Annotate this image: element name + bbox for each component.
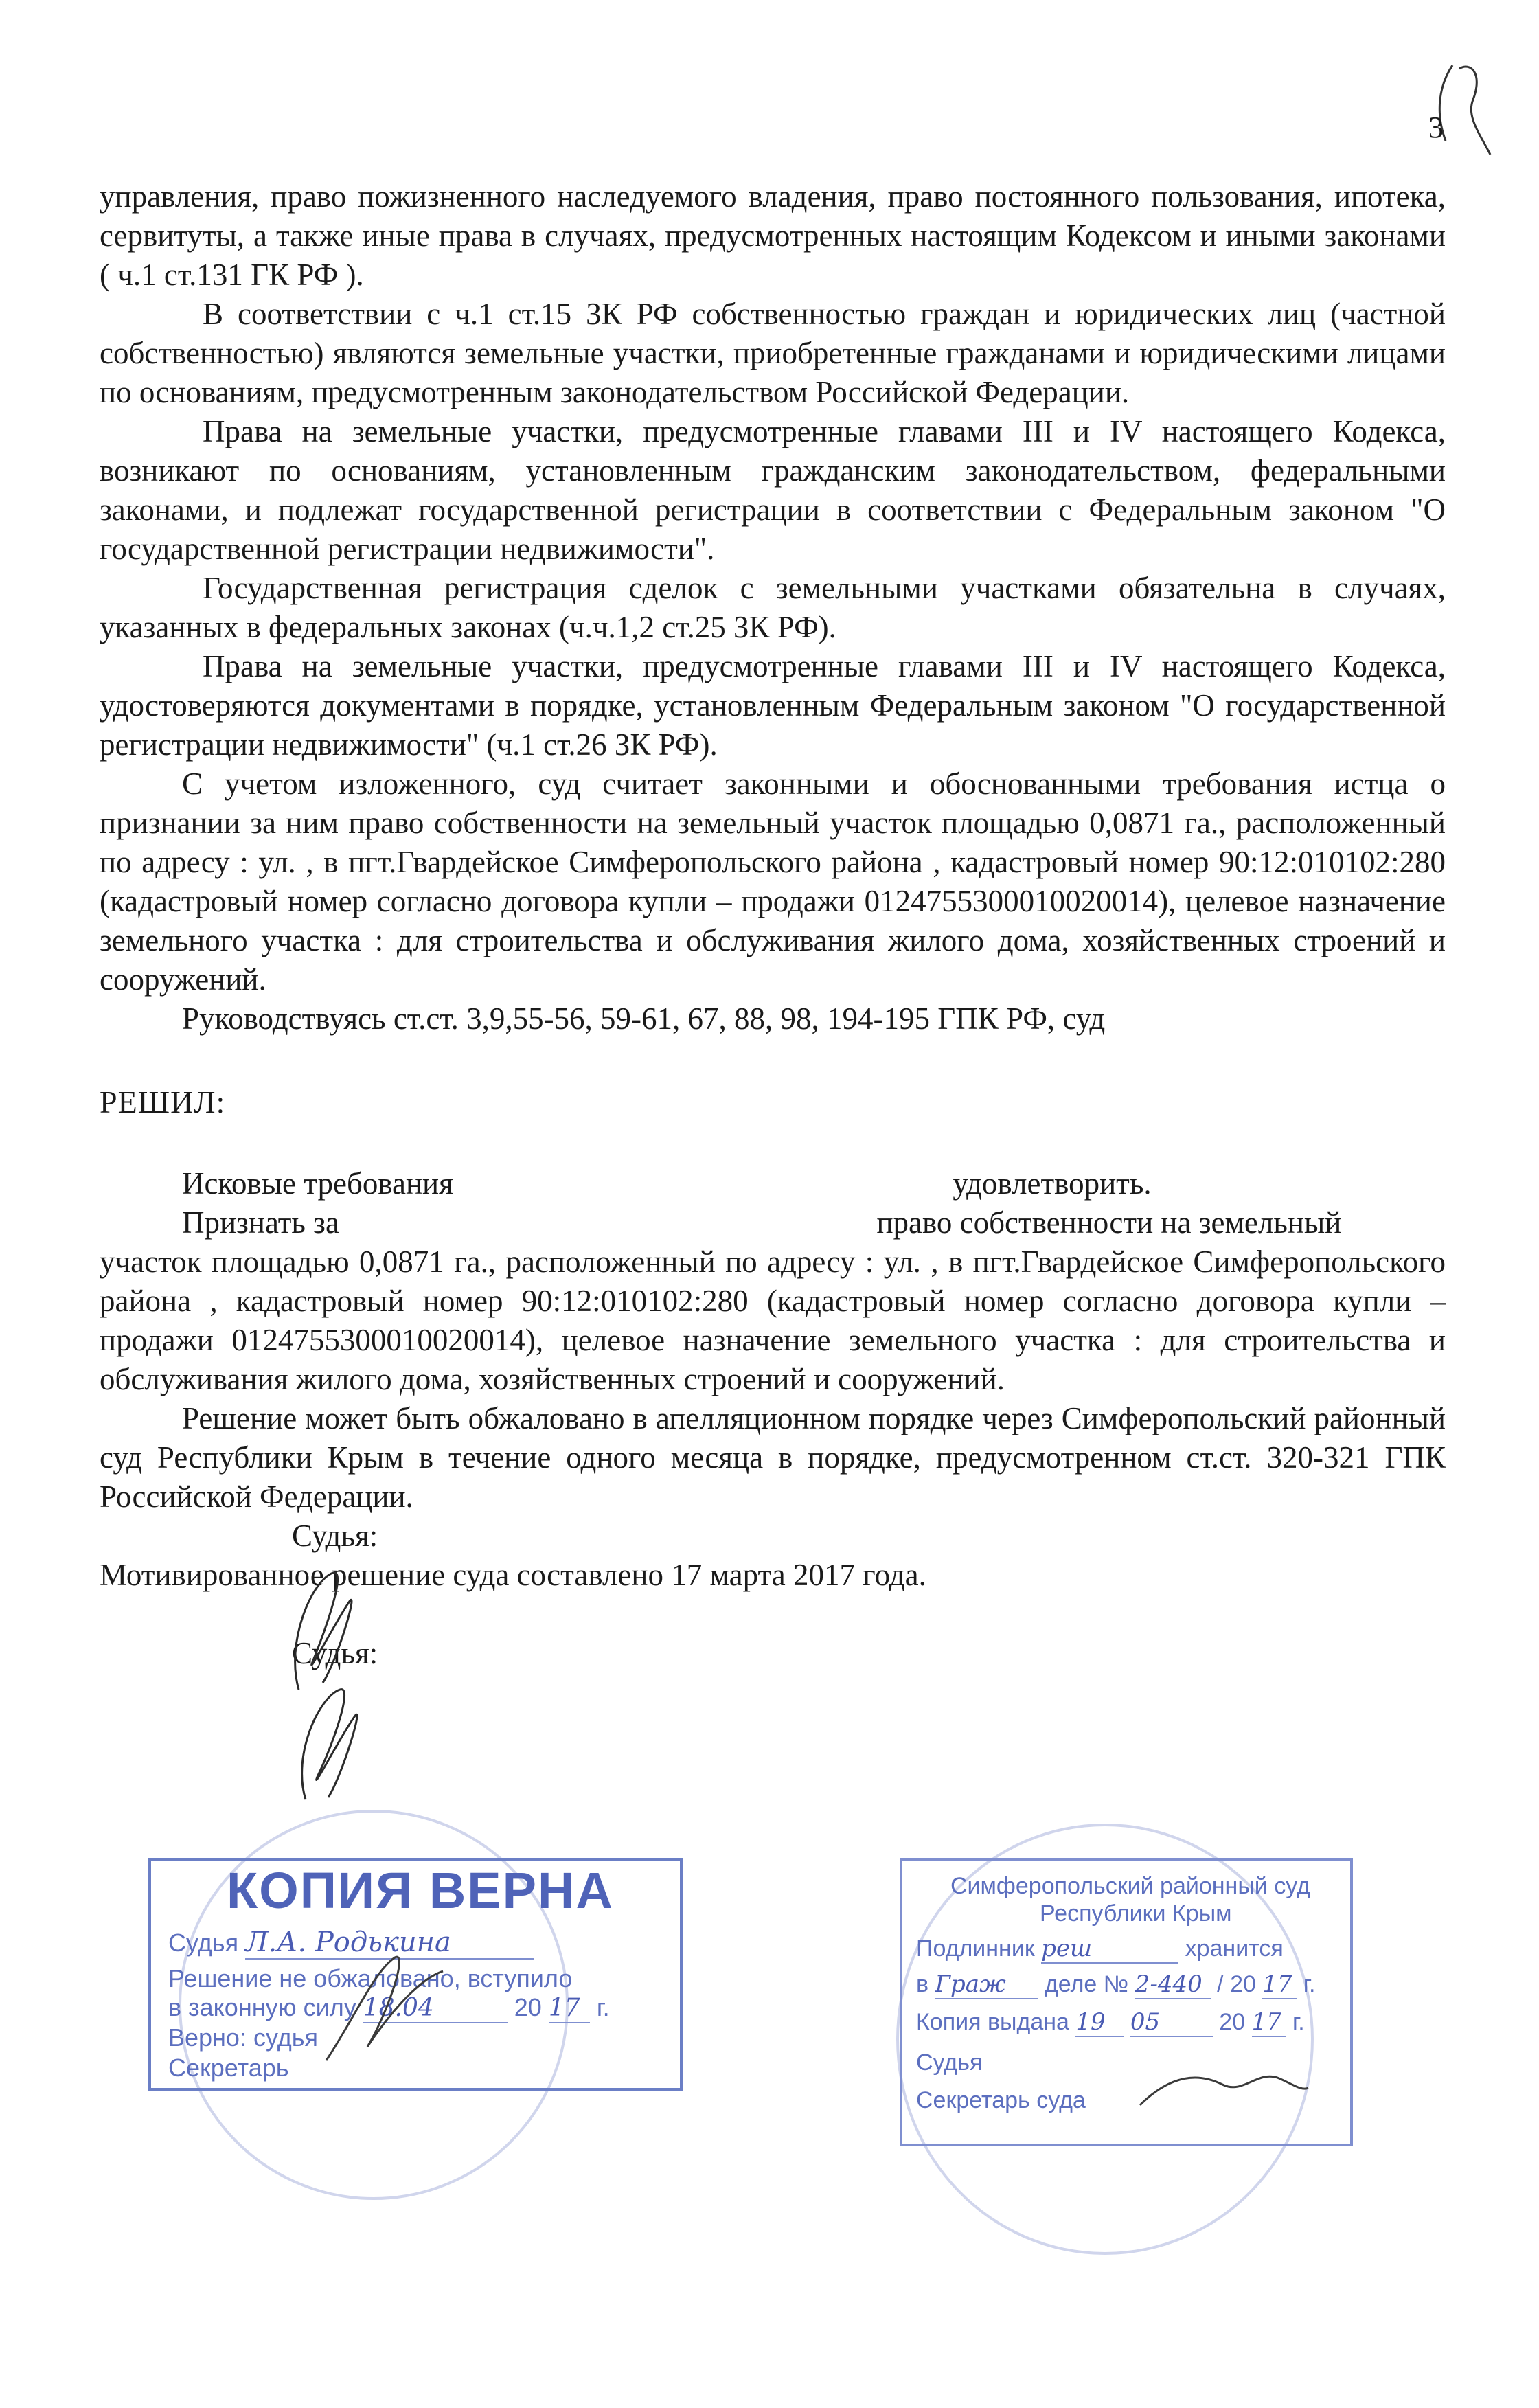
stamp-line: Секретарь	[168, 2054, 289, 2082]
page-number: 3	[1428, 111, 1444, 144]
stamp-line	[916, 1970, 1316, 1999]
redacted-name	[461, 1186, 945, 1187]
recognize-left: Признать за	[182, 1205, 339, 1240]
paragraph: С учетом изложенного, суд считает законными и обоснованными требования истца о признании за ним право собственности на земельный участок площадью 0,0871 га., расположенный по адресу : ул. , в пгт.Гвардейское Симферопольского района , кадастровый номер 90:12:010102:280 (кадастровый номер согласно договора купли – продажи 0124755300010020014), целевое назначение земельного участка : для строительства и обслуживания жилого дома, хозяйственных строений и сооружений.	[100, 766, 1446, 997]
paragraph: В соответствии с ч.1 ст.15 ЗК РФ собственностью граждан и юридических лиц (частной собственностью) являются земельные участки, приобретенные гражданами и юридическими лицами по основаниям, предусмотренным законодательством Российской Федерации.	[100, 297, 1446, 409]
signature	[312, 1951, 450, 2067]
stamp-line: Секретарь суда	[916, 2087, 1086, 2113]
stamp-label: Подлинник	[916, 1935, 1035, 1962]
claims-left: Исковые требования	[182, 1166, 453, 1201]
signature	[1133, 2050, 1312, 2126]
stamp-year: 17	[549, 1994, 590, 2023]
stamp-hand: реш	[1041, 1935, 1178, 1964]
signature	[275, 1672, 378, 1810]
stamp-line: Решение не обжаловано, вступило	[168, 1964, 573, 1992]
stamp-title: КОПИЯ ВЕРНА	[227, 1862, 614, 1919]
stamp-label: в законную силу	[168, 1993, 356, 2021]
judge-label: Судья:	[292, 1636, 378, 1670]
motivated-decision: Мотивированное решение суда составлено 17 марта 2017 года.	[100, 1558, 926, 1592]
stamp-date: 18.04	[363, 1994, 508, 2023]
judge-label: Судья:	[292, 1519, 378, 1553]
stamp-line	[916, 1935, 1284, 1964]
stamp-month: 05	[1130, 2008, 1213, 2037]
stamp-line: Республики Крым	[1040, 1900, 1232, 1927]
stamp-label: / 20	[1217, 1971, 1256, 1997]
claims-line	[100, 1164, 1446, 1203]
stamp-label: хранится	[1185, 1935, 1284, 1962]
stamp-line: Верно: судья	[168, 2023, 319, 2052]
stamp-hand: Граж	[935, 1970, 1038, 1999]
stamp-label: г.	[1292, 2009, 1305, 2035]
paragraph: Права на земельные участки, предусмотренные главами III и IV настоящего Кодекса, возникают по основаниям, установленным гражданским законодательством, федеральными законами, и подлежат государственной регистрации в соответствии с Федеральным законом "О государственной регистрации недвижимости".	[100, 414, 1446, 566]
document-body	[100, 177, 1446, 1673]
paragraph: Руководствуясь ст.ст. 3,9,55-56, 59-61, 67, 88, 98, 194-195 ГПК РФ, суд	[182, 1001, 1106, 1036]
stamp-label: 20	[1219, 2009, 1246, 2035]
stamp-line: Симферопольский районный суд	[950, 1873, 1310, 1899]
stamp-label: Копия выдана	[916, 2009, 1069, 2035]
paragraph: Права на земельные участки, предусмотренные главами III и IV настоящего Кодекса, удостоверяются документами в порядке, установленным Федеральным законом "О государственной регистрации недвижимости" (ч.1 ст.26 ЗК РФ).	[100, 649, 1446, 762]
claims-right: удовлетворить.	[953, 1166, 1152, 1201]
recognize-right: право собственности на земельный	[876, 1205, 1342, 1240]
stamp-year: 17	[1262, 1970, 1297, 1999]
stamp-label: в	[916, 1971, 929, 1997]
redacted-name	[347, 1225, 869, 1226]
recognize-rest: участок площадью 0,0871 га., расположенный по адресу : ул. , в пгт.Гвардейское Симферопольского района , кадастровый номер 90:12:010102:280 (кадастровый номер согласно договора купли – продажи 0124755300010020014), целевое назначение земельного участка : для строительства и обслуживания жилого дома, хозяйственных строений и сооружений.	[100, 1245, 1446, 1396]
stamp-label: г.	[1303, 1971, 1316, 1997]
stamp-judge-label: Судья	[168, 1929, 239, 1957]
stamp-label: г.	[596, 1993, 610, 2021]
stamp-line	[916, 2008, 1305, 2037]
resolution-heading: РЕШИЛ:	[100, 1084, 226, 1120]
paragraph: управления, право пожизненного наследуемого владения, право постоянного пользования, ипотека, сервитуты, а также иные права в случаях, предусмотренных настоящим Кодексом и иными законами ( ч.1 ст.131 ГК РФ ).	[100, 179, 1446, 292]
stamp-year: 17	[1252, 2008, 1286, 2037]
stamp-case-number: 2-440	[1135, 1970, 1211, 1999]
recognize-line	[100, 1203, 1446, 1242]
paragraph: Государственная регистрация сделок с земельными участками обязательна в случаях, указанных в федеральных законах (ч.ч.1,2 ст.25 ЗК РФ).	[100, 571, 1446, 644]
stamp-label: деле №	[1044, 1971, 1129, 1997]
stamp-day: 19	[1075, 2008, 1124, 2037]
stamp-label: 20	[514, 1993, 542, 2021]
stamp-judge-hand: Л.А. Родькина	[245, 1927, 534, 1960]
appeal-paragraph: Решение может быть обжаловано в апелляционном порядке через Симферопольский районный суд Республики Крым в течение одного месяца в порядке, предусмотренном ст.ст. 320-321 ГПК Российской Федерации.	[100, 1401, 1446, 1514]
stamp-line: Судья	[916, 2049, 983, 2076]
